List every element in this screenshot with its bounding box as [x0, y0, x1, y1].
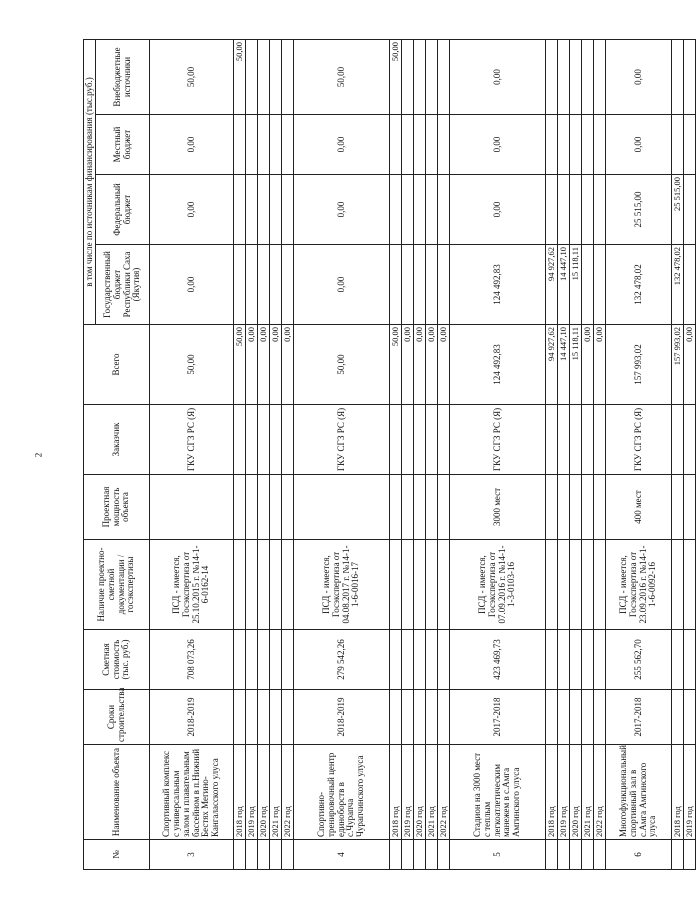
- year-blank: [570, 840, 582, 870]
- object-extra-budget: 0,00: [606, 39, 672, 114]
- year-total: 0,00: [258, 325, 270, 405]
- object-customer: ГКУ СГЗ РС (Я): [450, 405, 546, 475]
- year-extra-budget: 50,00: [390, 39, 402, 114]
- year-blank: [426, 475, 438, 540]
- year-local-budget: [390, 115, 402, 175]
- year-blank: [282, 540, 294, 630]
- object-psd: ПСД - имеется, Госэкспертиза от 23.09.2016 г. №14-1-1-6-0092-16: [606, 540, 672, 630]
- year-extra-budget: [684, 39, 696, 114]
- year-total: 0,00: [414, 325, 426, 405]
- year-blank: [390, 630, 402, 690]
- year-blank: [402, 630, 414, 690]
- object-name: Многофункциональный спортивный зал в с.Амга Амгинского улуса: [606, 745, 672, 840]
- year-label: 2020 год: [570, 745, 582, 840]
- year-rs-budget: [414, 245, 426, 325]
- year-blank: [672, 540, 684, 630]
- object-terms: 2017-2018: [450, 690, 546, 745]
- year-row: [414, 39, 426, 869]
- object-capacity: 3000 мест: [450, 475, 546, 540]
- object-row: [450, 39, 546, 869]
- year-rs-budget: [582, 245, 594, 325]
- year-federal-budget: [246, 175, 258, 245]
- year-blank: [594, 840, 606, 870]
- year-extra-budget: [546, 39, 558, 114]
- year-rs-budget: [594, 245, 606, 325]
- year-total: 0,00: [426, 325, 438, 405]
- year-rs-budget: [684, 245, 696, 325]
- object-rs-budget: 124 492,83: [450, 245, 546, 325]
- year-extra-budget: [282, 39, 294, 114]
- year-federal-budget: [258, 175, 270, 245]
- year-rs-budget: [438, 245, 450, 325]
- year-total: 0,00: [402, 325, 414, 405]
- year-label: 2022 год: [594, 745, 606, 840]
- year-blank: [402, 690, 414, 745]
- year-federal-budget: [270, 175, 282, 245]
- year-local-budget: [270, 115, 282, 175]
- object-total: 50,00: [150, 325, 234, 405]
- year-blank: [246, 630, 258, 690]
- object-terms: 2017-2018: [606, 690, 672, 745]
- year-blank: [414, 690, 426, 745]
- year-rs-budget: 132 478,02: [672, 245, 684, 325]
- object-extra-budget: 50,00: [294, 39, 390, 114]
- object-rs-budget: 132 478,02: [606, 245, 672, 325]
- header-num: №: [84, 840, 150, 870]
- year-blank: [438, 630, 450, 690]
- year-label: 2021 год: [582, 745, 594, 840]
- year-row: [546, 39, 558, 869]
- year-total: 0,00: [270, 325, 282, 405]
- object-capacity: 400 мест: [606, 475, 672, 540]
- year-row: [282, 39, 294, 869]
- object-federal-budget: 25 515,00: [606, 175, 672, 245]
- year-blank: [570, 690, 582, 745]
- year-blank: [582, 840, 594, 870]
- object-cost: 255 562,70: [606, 630, 672, 690]
- year-blank: [426, 630, 438, 690]
- object-row: [294, 39, 390, 869]
- object-federal-budget: 0,00: [150, 175, 234, 245]
- year-extra-budget: 50,00: [234, 39, 246, 114]
- year-blank: [438, 840, 450, 870]
- year-total: 50,00: [234, 325, 246, 405]
- year-label: 2018 год: [672, 745, 684, 840]
- year-blank: [234, 690, 246, 745]
- year-local-budget: [426, 115, 438, 175]
- year-local-budget: [594, 115, 606, 175]
- header-rs: Государственный бюджет Республики Саха (Якутия): [96, 245, 150, 325]
- year-total: 94 927,62: [546, 325, 558, 405]
- year-blank: [414, 840, 426, 870]
- year-federal-budget: [546, 175, 558, 245]
- year-extra-budget: [258, 39, 270, 114]
- object-cost: 423 469,73: [450, 630, 546, 690]
- object-number: 4: [294, 840, 390, 870]
- year-row: [402, 39, 414, 869]
- year-total: 50,00: [390, 325, 402, 405]
- year-local-budget: [546, 115, 558, 175]
- year-blank: [546, 630, 558, 690]
- header-customer: Заказчик: [84, 405, 150, 475]
- year-blank: [234, 540, 246, 630]
- year-blank: [684, 540, 696, 630]
- year-blank: [402, 475, 414, 540]
- year-local-budget: [672, 115, 684, 175]
- year-rs-budget: [426, 245, 438, 325]
- year-total: 0,00: [582, 325, 594, 405]
- year-label: 2019 год: [246, 745, 258, 840]
- object-local-budget: 0,00: [450, 115, 546, 175]
- year-blank: [258, 475, 270, 540]
- year-extra-budget: [246, 39, 258, 114]
- year-federal-budget: [414, 175, 426, 245]
- year-local-budget: [684, 115, 696, 175]
- header-total: Всего: [84, 325, 150, 405]
- year-blank: [282, 840, 294, 870]
- year-row: [582, 39, 594, 869]
- year-label: 2021 год: [270, 745, 282, 840]
- year-blank: [558, 540, 570, 630]
- year-blank: [684, 475, 696, 540]
- year-blank: [426, 690, 438, 745]
- year-label: 2022 год: [282, 745, 294, 840]
- year-local-budget: [258, 115, 270, 175]
- header-incl: в том числе по источникам финансирования (тыс.руб.): [84, 39, 96, 324]
- year-row: [234, 39, 246, 869]
- year-rs-budget: [246, 245, 258, 325]
- object-name: Стадион на 3000 мест с теплым легкоатлетическим манежем в с.Амга Амгинского улуса: [450, 745, 546, 840]
- year-blank: [558, 405, 570, 475]
- year-blank: [258, 840, 270, 870]
- year-blank: [414, 630, 426, 690]
- year-blank: [414, 405, 426, 475]
- year-local-budget: [246, 115, 258, 175]
- header-terms: Сроки строительства: [84, 690, 150, 745]
- object-number: 6: [606, 840, 672, 870]
- year-local-budget: [234, 115, 246, 175]
- year-blank: [270, 475, 282, 540]
- object-customer: ГКУ СГЗ РС (Я): [150, 405, 234, 475]
- year-blank: [270, 405, 282, 475]
- year-row: [594, 39, 606, 869]
- object-federal-budget: 0,00: [294, 175, 390, 245]
- object-number: 3: [150, 840, 234, 870]
- year-extra-budget: [570, 39, 582, 114]
- year-extra-budget: [438, 39, 450, 114]
- year-rs-budget: 15 118,11: [570, 245, 582, 325]
- year-row: [426, 39, 438, 869]
- year-local-budget: [558, 115, 570, 175]
- object-local-budget: 0,00: [606, 115, 672, 175]
- year-row: [270, 39, 282, 869]
- year-blank: [402, 840, 414, 870]
- year-blank: [282, 405, 294, 475]
- table-body: [150, 39, 696, 869]
- year-extra-budget: [402, 39, 414, 114]
- header-name: Наименование объекта: [84, 745, 150, 840]
- year-total: 0,00: [684, 325, 696, 405]
- year-blank: [234, 840, 246, 870]
- year-blank: [594, 690, 606, 745]
- year-federal-budget: [594, 175, 606, 245]
- year-row: [570, 39, 582, 869]
- year-federal-budget: [558, 175, 570, 245]
- year-blank: [390, 540, 402, 630]
- year-blank: [582, 630, 594, 690]
- object-terms: 2018-2019: [294, 690, 390, 745]
- object-capacity: [150, 475, 234, 540]
- object-cost: 708 073,26: [150, 630, 234, 690]
- object-capacity: [294, 475, 390, 540]
- year-blank: [672, 630, 684, 690]
- year-blank: [258, 405, 270, 475]
- year-label: 2019 год: [402, 745, 414, 840]
- object-customer: ГКУ СГЗ РС (Я): [606, 405, 672, 475]
- year-blank: [414, 540, 426, 630]
- object-rs-budget: 0,00: [150, 245, 234, 325]
- rotated-page: [83, 40, 694, 870]
- year-blank: [246, 690, 258, 745]
- object-row: [150, 39, 234, 869]
- year-blank: [546, 540, 558, 630]
- year-rs-budget: [282, 245, 294, 325]
- year-blank: [558, 630, 570, 690]
- year-blank: [426, 840, 438, 870]
- year-rs-budget: [258, 245, 270, 325]
- year-blank: [234, 405, 246, 475]
- year-rs-budget: 14 447,10: [558, 245, 570, 325]
- year-local-budget: [570, 115, 582, 175]
- year-label: 2019 год: [558, 745, 570, 840]
- year-blank: [246, 405, 258, 475]
- year-blank: [672, 690, 684, 745]
- year-label: 2018 год: [390, 745, 402, 840]
- year-blank: [570, 405, 582, 475]
- object-cost: 279 542,26: [294, 630, 390, 690]
- year-extra-budget: [426, 39, 438, 114]
- year-blank: [672, 840, 684, 870]
- object-name: Спортивно-тренировочный центр единоборств в с.Чурапча Чурапчинского улуса: [294, 745, 390, 840]
- objects-table: [83, 39, 696, 870]
- header-cost: Сметная стоимость (тыс. руб.): [84, 630, 150, 690]
- year-blank: [438, 690, 450, 745]
- year-blank: [390, 405, 402, 475]
- year-blank: [438, 405, 450, 475]
- year-blank: [546, 405, 558, 475]
- year-blank: [684, 690, 696, 745]
- year-blank: [234, 475, 246, 540]
- year-blank: [270, 690, 282, 745]
- year-blank: [390, 840, 402, 870]
- year-rs-budget: [402, 245, 414, 325]
- header-psd: Наличие проектно-сметной документации /госэкспертизы: [84, 540, 150, 630]
- object-psd: ПСД - имеется, Госэкспертиза от 07.09.2016 г. №14-1-1-3-0103-16: [450, 540, 546, 630]
- year-extra-budget: [582, 39, 594, 114]
- year-blank: [558, 475, 570, 540]
- year-federal-budget: [582, 175, 594, 245]
- year-extra-budget: [672, 39, 684, 114]
- year-blank: [246, 840, 258, 870]
- year-local-budget: [282, 115, 294, 175]
- year-label: 2018 год: [234, 745, 246, 840]
- year-local-budget: [402, 115, 414, 175]
- year-blank: [594, 630, 606, 690]
- year-blank: [426, 405, 438, 475]
- year-label: 2018 год: [546, 745, 558, 840]
- object-total: 124 492,83: [450, 325, 546, 405]
- year-blank: [234, 630, 246, 690]
- year-blank: [594, 475, 606, 540]
- year-federal-budget: [234, 175, 246, 245]
- header-extra: Внебюджетные источники: [96, 39, 150, 114]
- year-rs-budget: [234, 245, 246, 325]
- year-blank: [546, 840, 558, 870]
- year-blank: [684, 840, 696, 870]
- year-blank: [684, 405, 696, 475]
- year-blank: [438, 540, 450, 630]
- year-extra-budget: [414, 39, 426, 114]
- year-blank: [594, 405, 606, 475]
- year-extra-budget: [558, 39, 570, 114]
- year-label: 2019 год: [684, 745, 696, 840]
- object-customer: ГКУ СГЗ РС (Я): [294, 405, 390, 475]
- year-label: 2020 год: [414, 745, 426, 840]
- year-row: [390, 39, 402, 869]
- year-blank: [414, 475, 426, 540]
- year-blank: [558, 840, 570, 870]
- year-federal-budget: [426, 175, 438, 245]
- year-blank: [570, 475, 582, 540]
- year-extra-budget: [270, 39, 282, 114]
- year-blank: [402, 405, 414, 475]
- year-blank: [402, 540, 414, 630]
- object-name: Спортивный комплекс с универсальным залом и плавательным бассейном в п.Нижний Бестях Мегино-Кангаласского улуса: [150, 745, 234, 840]
- year-blank: [558, 690, 570, 745]
- year-blank: [270, 840, 282, 870]
- object-federal-budget: 0,00: [450, 175, 546, 245]
- year-local-budget: [582, 115, 594, 175]
- year-blank: [258, 690, 270, 745]
- year-blank: [582, 475, 594, 540]
- year-blank: [582, 405, 594, 475]
- year-blank: [282, 475, 294, 540]
- year-total: 15 118,11: [570, 325, 582, 405]
- year-blank: [258, 540, 270, 630]
- year-blank: [282, 630, 294, 690]
- header-capacity: Проектная мощность объекта: [84, 475, 150, 540]
- object-total: 157 993,02: [606, 325, 672, 405]
- year-label: 2022 год: [438, 745, 450, 840]
- year-blank: [438, 475, 450, 540]
- year-blank: [672, 405, 684, 475]
- year-blank: [570, 630, 582, 690]
- year-blank: [258, 630, 270, 690]
- object-local-budget: 0,00: [150, 115, 234, 175]
- object-total: 50,00: [294, 325, 390, 405]
- year-blank: [246, 540, 258, 630]
- year-blank: [270, 630, 282, 690]
- year-label: 2021 год: [426, 745, 438, 840]
- year-rs-budget: [270, 245, 282, 325]
- object-extra-budget: 0,00: [450, 39, 546, 114]
- year-blank: [546, 690, 558, 745]
- year-total: 157 993,02: [672, 325, 684, 405]
- object-extra-budget: 50,00: [150, 39, 234, 114]
- year-federal-budget: [438, 175, 450, 245]
- object-local-budget: 0,00: [294, 115, 390, 175]
- year-federal-budget: [570, 175, 582, 245]
- year-row: [246, 39, 258, 869]
- year-federal-budget: [282, 175, 294, 245]
- year-blank: [270, 540, 282, 630]
- year-blank: [390, 475, 402, 540]
- year-total: 0,00: [282, 325, 294, 405]
- year-blank: [570, 540, 582, 630]
- year-extra-budget: [594, 39, 606, 114]
- object-terms: 2018-2019: [150, 690, 234, 745]
- object-psd: ПСД - имеется, Госэкспертиза от 04.08.2017 г. №14-1-1-6-0016-17: [294, 540, 390, 630]
- year-federal-budget: [390, 175, 402, 245]
- year-total: 0,00: [246, 325, 258, 405]
- year-local-budget: [414, 115, 426, 175]
- year-blank: [282, 690, 294, 745]
- year-blank: [426, 540, 438, 630]
- year-row: [558, 39, 570, 869]
- year-total: 0,00: [594, 325, 606, 405]
- year-blank: [582, 540, 594, 630]
- year-blank: [246, 475, 258, 540]
- year-rs-budget: [390, 245, 402, 325]
- year-row: [438, 39, 450, 869]
- object-rs-budget: 0,00: [294, 245, 390, 325]
- object-number: 5: [450, 840, 546, 870]
- year-row: [258, 39, 270, 869]
- year-row: [684, 39, 696, 869]
- object-psd: ПСД - имеется, Госэкспертиза от 25.10.2015 г. №14-1-6-0162-14: [150, 540, 234, 630]
- object-row: [606, 39, 672, 869]
- year-row: [672, 39, 684, 869]
- year-blank: [546, 475, 558, 540]
- year-blank: [594, 540, 606, 630]
- year-federal-budget: 25 515,00: [672, 175, 684, 245]
- year-label: 2020 год: [258, 745, 270, 840]
- header-local: Местный бюджет: [96, 115, 150, 175]
- page-number: 2: [33, 452, 44, 458]
- year-blank: [672, 475, 684, 540]
- year-local-budget: [438, 115, 450, 175]
- year-total: 14 447,10: [558, 325, 570, 405]
- year-blank: [390, 690, 402, 745]
- header-fed: Федеральный бюджет: [96, 175, 150, 245]
- year-total: 0,00: [438, 325, 450, 405]
- year-blank: [684, 630, 696, 690]
- year-federal-budget: [402, 175, 414, 245]
- year-rs-budget: 94 927,62: [546, 245, 558, 325]
- year-federal-budget: [684, 175, 696, 245]
- year-blank: [582, 690, 594, 745]
